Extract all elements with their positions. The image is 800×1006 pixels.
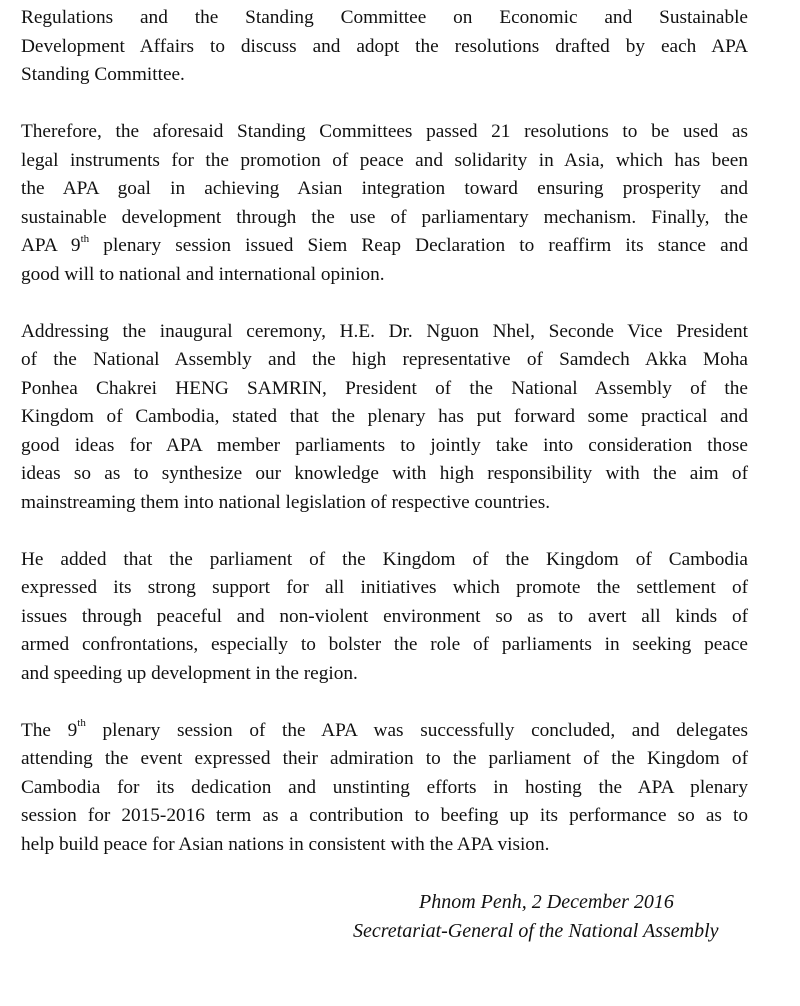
text-line: attending the event expressed their admiration to the parliament of the Kingdom of bbox=[21, 748, 748, 769]
text-line: session for 2015-2016 term as a contribution to beefing up its performance so as to bbox=[21, 805, 748, 826]
text-line: expressed its strong support for all initiatives which promote the settlement of bbox=[21, 577, 748, 598]
signature-place-date: Phnom Penh, 2 December 2016 bbox=[419, 891, 674, 913]
text-line: legal instruments for the promotion of peace and solidarity in Asia, which has been bbox=[21, 149, 748, 171]
text-fragment: The 9 bbox=[21, 719, 78, 741]
text-line: Standing Committee. bbox=[21, 64, 185, 85]
text-line: armed confrontations, especially to bolster the role of parliaments in seeking peace bbox=[21, 634, 748, 655]
text-line: help build peace for Asian nations in consistent with the APA vision. bbox=[21, 833, 550, 855]
text-line: Development Affairs to discuss and adopt the resolutions drafted by each APA bbox=[21, 35, 748, 57]
ordinal-superscript: th bbox=[80, 232, 90, 245]
paragraph-parliament-support bbox=[21, 546, 748, 689]
text-line: sustainable development through the use of parliamentary mechanism. Finally, the bbox=[21, 206, 748, 228]
text-line: He added that the parliament of the Kingdom of the Kingdom of Cambodia bbox=[21, 548, 748, 570]
text-line: mainstreaming them into national legislation of respective countries. bbox=[21, 491, 551, 513]
text-line: Kingdom of Cambodia, stated that the plenary has put forward some practical and bbox=[21, 406, 748, 427]
text-fragment: APA 9 bbox=[21, 235, 81, 256]
text-line: of the National Assembly and the high representative of Samdech Akka Moha bbox=[21, 349, 748, 370]
text-line: Cambodia for its dedication and unstinting efforts in hosting the APA plenary bbox=[21, 776, 748, 798]
text-fragment: plenary session of the APA was successfully concluded, and delegates bbox=[85, 719, 749, 741]
text-line-with-superscript bbox=[21, 232, 748, 261]
paragraph-standing-committees-intro bbox=[21, 4, 748, 90]
text-line: good will to national and international opinion. bbox=[21, 263, 385, 285]
text-line: issues through peaceful and non-violent environment so as to avert all kinds of bbox=[21, 605, 748, 627]
text-line: ideas so as to synthesize our knowledge with high responsibility with the aim of bbox=[21, 463, 748, 484]
text-fragment: plenary session issued Siem Reap Declaration to reaffirm its stance and bbox=[89, 235, 748, 256]
text-line: Ponhea Chakrei HENG SAMRIN, President of the National Assembly of the bbox=[21, 377, 748, 399]
paragraph-session-concluded bbox=[21, 717, 748, 860]
paragraph-inaugural-ceremony bbox=[21, 318, 748, 518]
text-line-with-superscript bbox=[21, 717, 748, 746]
text-line: Addressing the inaugural ceremony, H.E. Dr. Nguon Nhel, Seconde Vice President bbox=[21, 320, 748, 342]
paragraph-resolutions bbox=[21, 118, 748, 289]
text-line: the APA goal in achieving Asian integration toward ensuring prosperity and bbox=[21, 178, 748, 199]
signature-organization: Secretariat-General of the National Assembly bbox=[353, 920, 719, 942]
text-line: and speeding up development in the region. bbox=[21, 662, 358, 684]
text-line: Regulations and the Standing Committee on Economic and Sustainable bbox=[21, 7, 748, 28]
text-line: good ideas for APA member parliaments to jointly take into consideration those bbox=[21, 434, 748, 456]
text-line: Therefore, the aforesaid Standing Committees passed 21 resolutions to be used as bbox=[21, 121, 748, 142]
document-body bbox=[21, 4, 748, 888]
ordinal-superscript: th bbox=[77, 717, 86, 730]
